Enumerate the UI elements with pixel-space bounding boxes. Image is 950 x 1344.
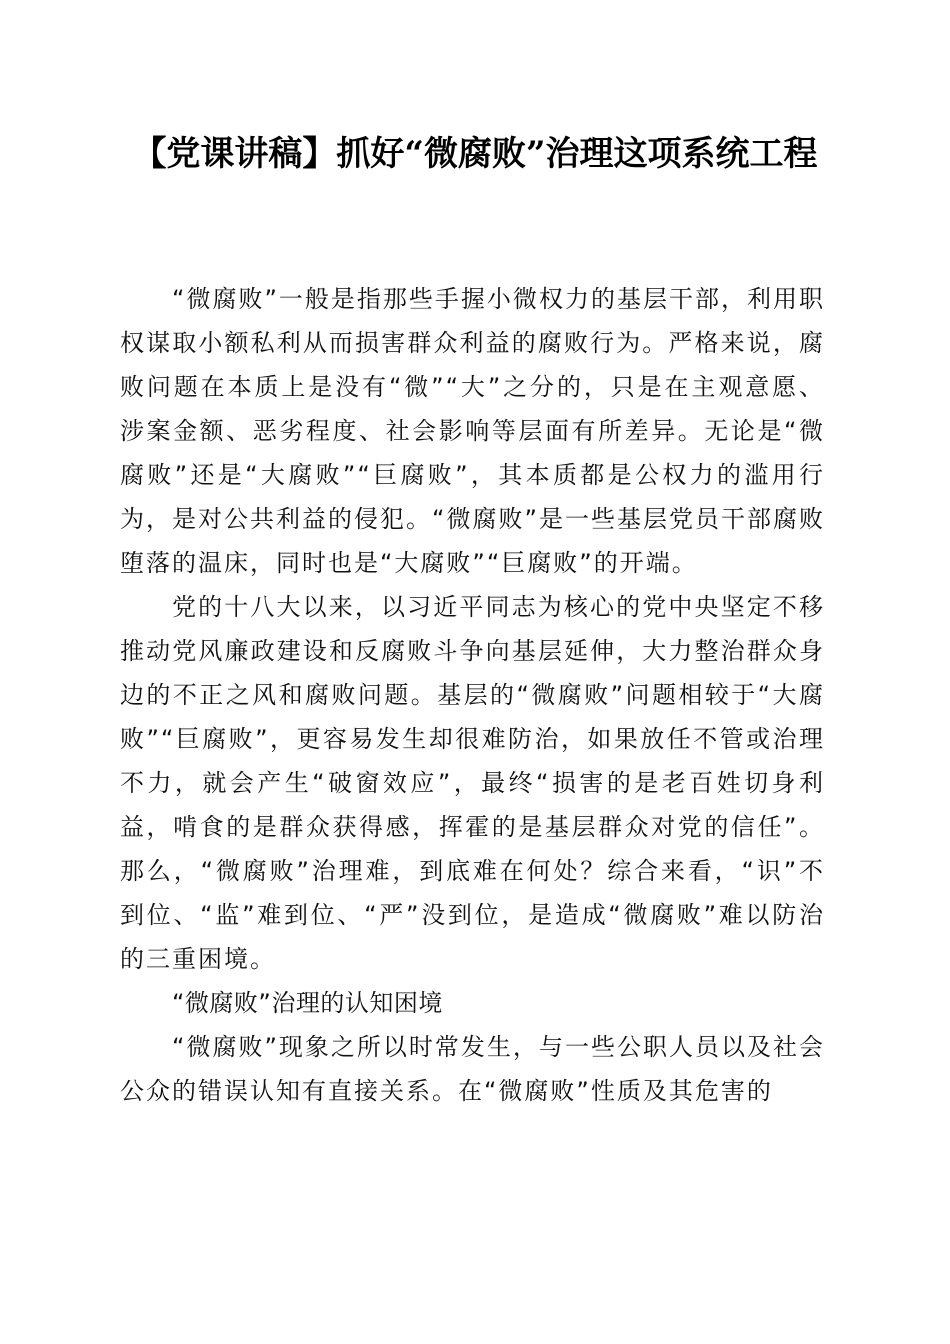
section-heading: “微腐败”治理的认知困境 bbox=[172, 989, 443, 1017]
paragraph: “微腐败”一般是指那些手握小微权力的基层干部，利用职权谋取小额私利从而损害群众利益的腐败行为。严格来说，腐败问题在本质上是没有“微”“大”之分的，只是在主观意愿、涉案金额、恶劣程度、社会影响等层面有所差异。无论是“微腐败”还是“大腐败”“巨腐败”，其本质都是公权力的滥用行为，是对公共利益的侵犯。“微腐败”是一些基层党员干部腐败堕落的温床，同时也是“大腐败”“巨腐败”的开端。 bbox=[120, 285, 825, 577]
paragraph: “微腐败”现象之所以时常发生，与一些公职人员以及社会公众的错误认知有直接关系。在“微腐败”性质及其危害的 bbox=[120, 1033, 825, 1105]
document-title: 【党课讲稿】抓好“微腐败”治理这项系统工程 bbox=[132, 134, 818, 174]
document-body bbox=[120, 277, 825, 1113]
paragraph: 党的十八大以来，以习近平同志为核心的党中央坚定不移推动党风廉政建设和反腐败斗争向基层延伸，大力整治群众身边的不正之风和腐败问题。基层的“微腐败”问题相较于“大腐败”“巨腐败”，更容易发生却很难防治，如果放任不管或治理不力，就会产生“破窗效应”，最终“损害的是老百姓切身利益，啃食的是群众获得感，挥霍的是基层群众对党的信任”。那么，“微腐败”治理难，到底难在何处？综合来看，“识”不到位、“监”难到位、“严”没到位，是造成“微腐败”难以防治的三重困境。 bbox=[120, 593, 825, 973]
